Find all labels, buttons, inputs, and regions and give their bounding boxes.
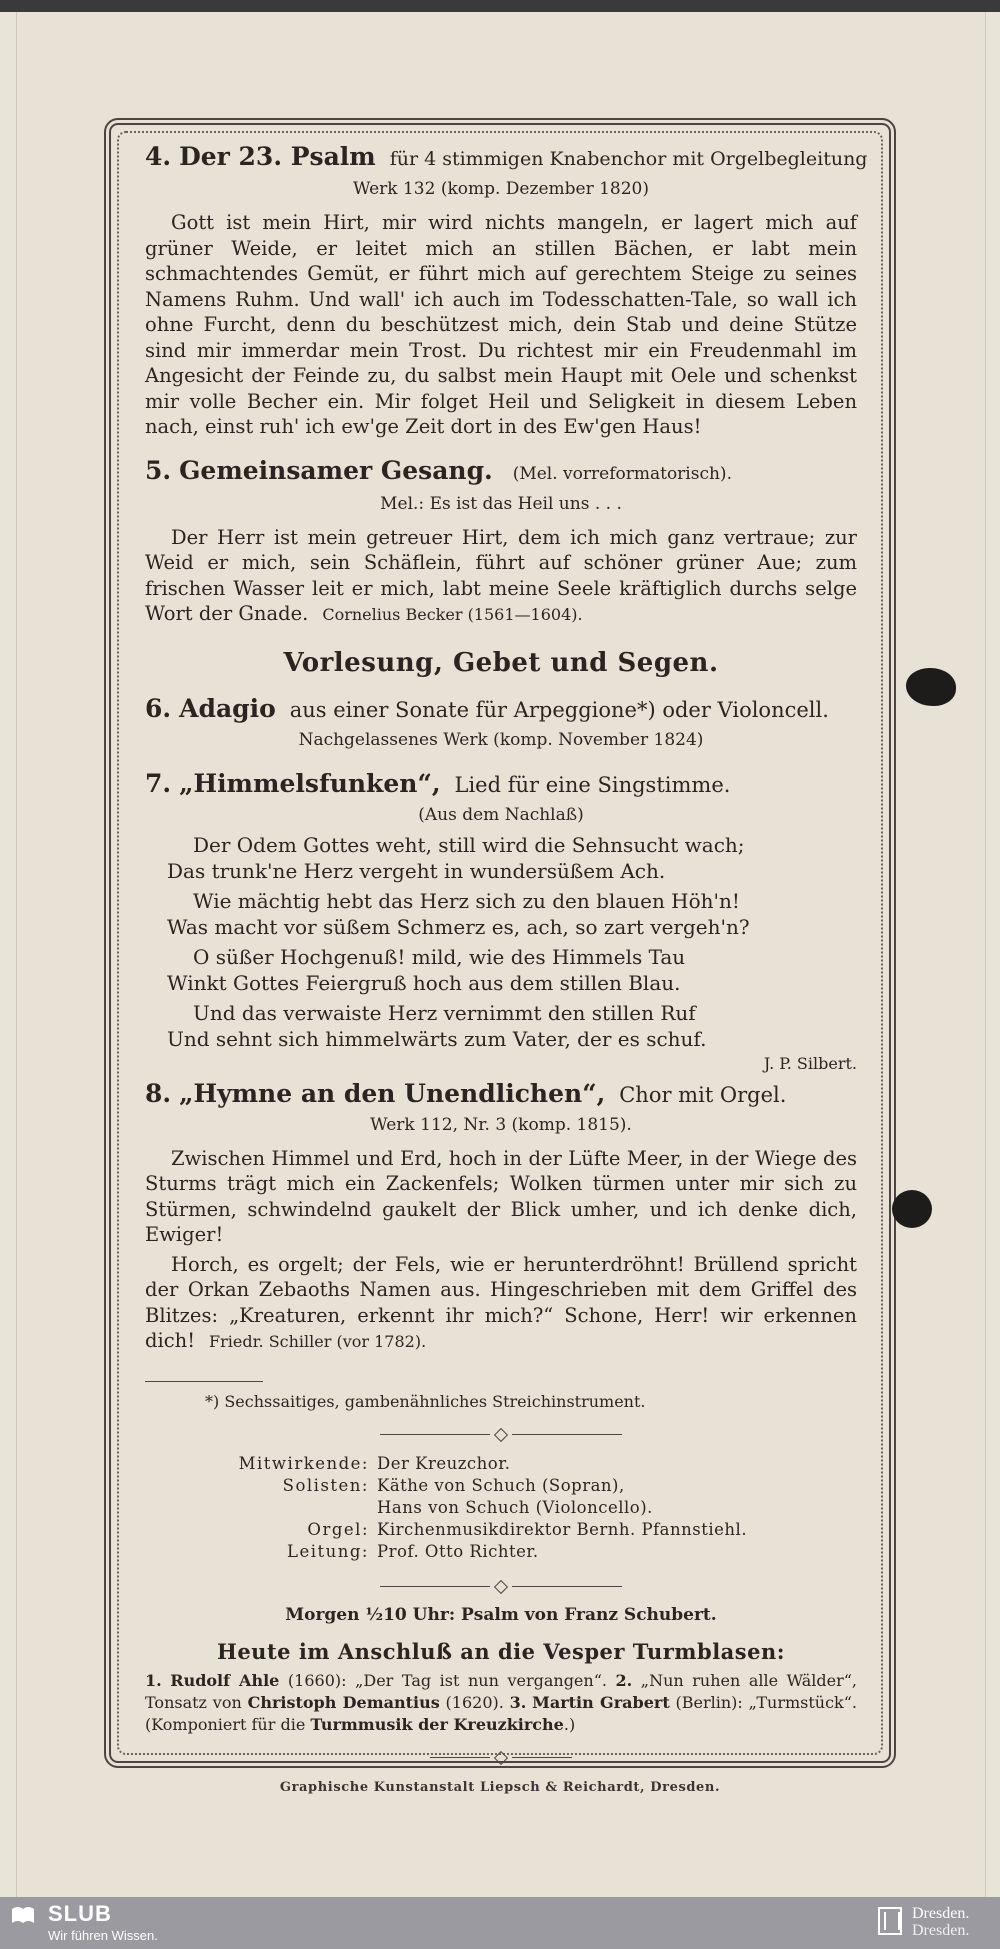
item-8-text-2: Horch, es orgelt; der Fels, wie er herunterdröhnt! Brüllend spricht der Orkan Zebaoths Namen aus. Hingeschrieben mit dem Griffel des Blitzes: „Kreaturen, erkennt ihr mich?“ Schone, Herr! wir erkennen dich! (145, 1252, 857, 1352)
item-6-description: aus einer Sonate für Arpeggione*) oder Violoncell. (289, 697, 829, 722)
participant-row (199, 1453, 857, 1475)
item-4-description: für 4 stimmigen Knabenchor mit Orgelbegleitung (389, 148, 868, 170)
participant-label: Mitwirkende: (238, 1453, 369, 1473)
participant-value: Der Kreuzchor. (377, 1453, 511, 1473)
printer-imprint: Graphische Kunstanstalt Liepsch & Reichardt, Dresden. (279, 1780, 721, 1795)
item-8-number: 8. (145, 1078, 172, 1108)
item-7-author: J. P. Silbert. (763, 1053, 857, 1073)
participant-label: Leitung: (286, 1541, 369, 1561)
tower-work: (1660): „Der Tag ist nun vergangen“. (279, 1670, 616, 1690)
stanza-line: Der Odem Gottes weht, still wird die Sehnsucht wach; (193, 832, 745, 857)
venue-name: Turmmusik der Kreuzkirche (310, 1714, 564, 1734)
tower-music-program (145, 1670, 857, 1736)
tower-work: (1620). (439, 1692, 510, 1712)
stanza-line: O süßer Hochgenuß! mild, wie des Himmels Tau (193, 944, 686, 969)
item-8-description: Chor mit Orgel. (619, 1082, 787, 1107)
participant-label: Solisten: (282, 1475, 369, 1495)
stanza-line: Und das verwaiste Herz vernimmt den stillen Ruf (193, 1000, 696, 1025)
item-6-heading (145, 692, 857, 727)
item-7-stanza-3 (145, 944, 857, 996)
item-7-number: 7. (145, 768, 172, 798)
item-5-title: Gemeinsamer Gesang. (179, 455, 493, 485)
morning-announcement: Morgen ½10 Uhr: Psalm von Franz Schubert. (285, 1604, 717, 1625)
item-8-heading (145, 1077, 857, 1112)
stanza-line: Und sehnt sich himmelwärts zum Vater, der es schuf. (167, 1026, 707, 1051)
stanza-line: Wie mächtig hebt das Herz sich zu den blauen Höh'n! (193, 888, 740, 913)
item-7-source: (Aus dem Nachlaß) (418, 804, 584, 825)
stanza-line: Winkt Gottes Feiergruß hoch aus dem stillen Blau. (167, 970, 681, 995)
participant-label (199, 1497, 377, 1519)
item-4-number: 4. (145, 142, 172, 171)
stanza-line: Was macht vor süßem Schmerz es, ach, so zart vergeh'n? (167, 914, 750, 939)
composer-name: Martin Grabert (532, 1692, 670, 1712)
slub-logo-icon[interactable] (10, 1905, 36, 1925)
item-7-heading (145, 767, 857, 802)
item-5-author: Cornelius Becker (1561—1604). (322, 605, 583, 624)
item-4-text: Gott ist mein Hirt, mir wird nichts mangeln, er lagert mich auf grüner Weide, er leitet mich an stillen Bächen, er labt mein schmachtendes Gemüt, er führt mich auf gerechtem Steige zu seines Namens Ruhm. Und wall' ich auch im Todesschatten-Tale, so wall ich ohne Furcht, denn du beschützest mich, dein Stab und deine Stütze sind mir immerdar mein Trost. Du richtest mir ein Freudenmahl im Angesicht der Feinde zu, du salbst mein Haupt mit Oele und schenkst mir volle Becher ein. Mir folget Heil und Seligkeit in diesem Leben nach, einst ruh' ich ew'ge Zeit dort in des Ew'gen Haus! (145, 211, 857, 438)
footnote-rule (145, 1381, 263, 1382)
composer-name: Christoph Demantius (247, 1692, 440, 1712)
slub-slogan: Wir führen Wissen. (48, 1928, 158, 1943)
item-8-text-1: Zwischen Himmel und Erd, hoch in der Lüfte Meer, in der Wiege des Sturms trägt mich ein Zackenfels; Wolken türmen unter mir sich zu Stürmen, schwindelnd gaukelt der Blick umher, und ich denke dich, Ewiger! (145, 1146, 857, 1246)
participant-value: Prof. Otto Richter. (377, 1541, 539, 1561)
item-6-title: Adagio (179, 693, 276, 723)
tower-item-number: 2. (615, 1670, 633, 1690)
ornament-divider (145, 1750, 857, 1766)
stanza-line: Das trunk'ne Herz vergeht in wundersüßem Ach. (167, 858, 666, 883)
participant-label: Orgel: (307, 1519, 369, 1539)
ornament-divider (145, 1579, 857, 1595)
participant-value: Käthe von Schuch (Sopran), (377, 1475, 625, 1495)
composer-name: Rudolf Ahle (170, 1670, 280, 1690)
footnote: *) Sechssaitiges, gambenähnliches Streichinstrument. (205, 1391, 646, 1411)
slub-brand[interactable]: SLUB (48, 1901, 112, 1926)
participant-row (199, 1475, 857, 1497)
participant-value: Hans von Schuch (Violoncello). (377, 1497, 653, 1517)
item-7-stanza-4 (145, 1000, 857, 1052)
dresden-line: Dresden. (912, 1922, 970, 1939)
item-8-work: Werk 112, Nr. 3 (komp. 1815). (370, 1114, 632, 1135)
tower-item-number: 1. (145, 1670, 162, 1690)
ink-blot (892, 1190, 932, 1228)
program-content (145, 140, 868, 1776)
dresden-logo-icon[interactable] (878, 1907, 902, 1935)
participant-row (199, 1519, 857, 1541)
item-5-text: Der Herr ist mein getreuer Hirt, dem ich mich ganz vertraue; zur Weid er mich, sein Schäflein, führt auf schöner grüner Aue; zum frischen Wasser leit er mich, labt meine Seele kräftiglich durchs selge Wort der Gnade. (145, 525, 857, 625)
item-6-work: Nachgelassenes Werk (komp. November 1824) (298, 729, 704, 750)
ornament-divider (145, 1427, 857, 1443)
participant-value: Kirchenmusikdirektor Bernh. Pfannstiehl. (377, 1519, 748, 1539)
item-5-note: (Mel. vorreformatorisch). (512, 463, 732, 484)
item-4-heading (145, 140, 868, 176)
item-5-number: 5. (145, 455, 172, 485)
item-8-title: „Hymne an den Unendlichen“, (179, 1078, 606, 1108)
tower-work: .) (563, 1714, 576, 1734)
item-7-stanza-1 (145, 832, 857, 884)
item-5-text-block (145, 525, 857, 628)
item-5-melody: Mel.: Es ist das Heil uns . . . (380, 493, 622, 514)
section-heading: Vorlesung, Gebet und Segen. (283, 647, 719, 678)
dresden-partner-logo[interactable] (912, 1905, 969, 1939)
item-7-stanza-2 (145, 888, 857, 940)
item-4-work: Werk 132 (komp. Dezember 1820) (352, 179, 649, 199)
item-6-number: 6. (145, 693, 172, 723)
item-8-author: Friedr. Schiller (vor 1782). (209, 1332, 427, 1351)
tower-work: (Berlin): „Turmstück“. (Komponiert für die (145, 1692, 858, 1734)
participant-row (199, 1497, 857, 1519)
scan-top-edge (0, 0, 1000, 12)
participants-list (199, 1453, 857, 1563)
item-7-title: „Himmelsfunken“, (179, 768, 441, 798)
item-4-title: Der 23. Psalm (179, 142, 376, 171)
ink-blot (906, 668, 956, 706)
dresden-line: Dresden. (912, 1905, 970, 1922)
item-5-heading (145, 454, 857, 491)
footer-bar (0, 1897, 1000, 1949)
item-8-text-2-block (145, 1252, 857, 1355)
participant-row (199, 1541, 857, 1563)
tower-work: „Nun ruhen alle Wälder“, Tonsatz von (145, 1670, 858, 1712)
item-7-description: Lied für eine Singstimme. (454, 772, 731, 797)
today-announcement: Heute im Anschluß an die Vesper Turmblasen: (216, 1638, 785, 1664)
tower-item-number: 3. (509, 1692, 527, 1712)
